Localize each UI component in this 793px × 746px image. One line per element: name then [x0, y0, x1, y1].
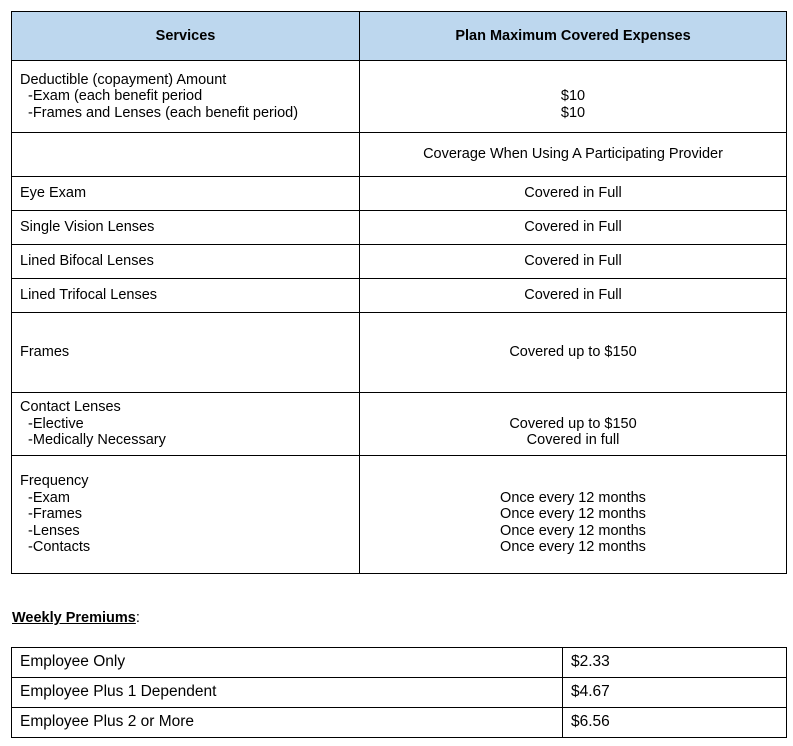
coverage-column-header: Plan Maximum Covered Expenses [360, 12, 787, 61]
premiums-table [11, 647, 787, 738]
premium-row [12, 648, 787, 678]
service-row [12, 133, 787, 177]
coverage-line: Covered in Full [524, 185, 622, 202]
coverage-cell [360, 61, 787, 133]
service-name-cell [12, 456, 360, 574]
service-name-cell [12, 279, 360, 313]
coverage-line: Covered in Full [524, 219, 622, 236]
coverage-line: Once every 12 months [500, 539, 646, 555]
service-row [12, 245, 787, 279]
service-name-cell [12, 61, 360, 133]
premium-tier: Employee Only [12, 648, 563, 678]
service-row [12, 177, 787, 211]
coverage-line: $10 [560, 104, 586, 121]
weekly-premiums-title: Weekly Premiums [12, 610, 136, 626]
premium-row [12, 708, 787, 738]
premium-amount: $4.67 [563, 678, 787, 708]
service-line: -Frames [20, 506, 83, 523]
service-row [12, 61, 787, 133]
coverage-line: Once every 12 months [500, 506, 646, 522]
service-name-cell [12, 133, 360, 177]
service-line: Lined Trifocal Lenses [20, 287, 158, 304]
coverage-line: Covered in full [526, 432, 620, 448]
service-row [12, 211, 787, 245]
service-row [12, 279, 787, 313]
service-line: Lined Bifocal Lenses [20, 253, 154, 270]
service-line: -Exam (each benefit period [20, 88, 203, 105]
service-line: Single Vision Lenses [20, 219, 155, 236]
coverage-line: Covered up to $150 [509, 344, 637, 361]
coverage-cell [360, 456, 787, 574]
service-name-cell [12, 393, 360, 456]
premium-amount: $2.33 [563, 648, 787, 678]
services-table [11, 11, 787, 574]
service-line: -Medically Necessary [20, 432, 166, 449]
premium-row [12, 678, 787, 708]
coverage-cell [360, 393, 787, 456]
coverage-line: $10 [560, 88, 586, 104]
coverage-line: Covered in Full [524, 287, 622, 304]
service-line: Deductible (copayment) Amount [20, 71, 227, 88]
service-line: Eye Exam [20, 185, 87, 202]
coverage-line: Coverage When Using A Participating Provider [423, 146, 723, 163]
weekly-premiums-colon: : [135, 610, 140, 626]
service-name-cell [12, 177, 360, 211]
service-line: -Lenses [20, 522, 80, 539]
service-line: -Frames and Lenses (each benefit period) [20, 104, 299, 121]
service-row [12, 393, 787, 456]
coverage-line: Once every 12 months [500, 522, 646, 539]
service-line: -Exam [20, 489, 70, 506]
service-line: -Elective [20, 415, 84, 432]
coverage-line: Covered up to $150 [509, 415, 637, 432]
weekly-premiums-heading [12, 610, 140, 626]
coverage-cell [360, 177, 787, 211]
service-name-cell [12, 211, 360, 245]
premium-tier: Employee Plus 2 or More [12, 708, 563, 738]
coverage-line: Once every 12 months [500, 489, 646, 506]
services-header-row [12, 12, 787, 61]
service-row [12, 313, 787, 393]
service-line: Contact Lenses [20, 399, 121, 416]
coverage-cell [360, 211, 787, 245]
coverage-cell [360, 245, 787, 279]
premium-amount: $6.56 [563, 708, 787, 738]
coverage-cell [360, 133, 787, 177]
service-name-cell [12, 245, 360, 279]
service-line: Frames [20, 344, 70, 361]
service-row [12, 456, 787, 574]
coverage-line: Covered in Full [524, 253, 622, 270]
coverage-cell [360, 313, 787, 393]
service-line: Frequency [20, 473, 89, 490]
service-name-cell [12, 313, 360, 393]
services-column-header: Services [12, 12, 360, 61]
service-line: -Contacts [20, 539, 91, 556]
coverage-cell [360, 279, 787, 313]
premium-tier: Employee Plus 1 Dependent [12, 678, 563, 708]
